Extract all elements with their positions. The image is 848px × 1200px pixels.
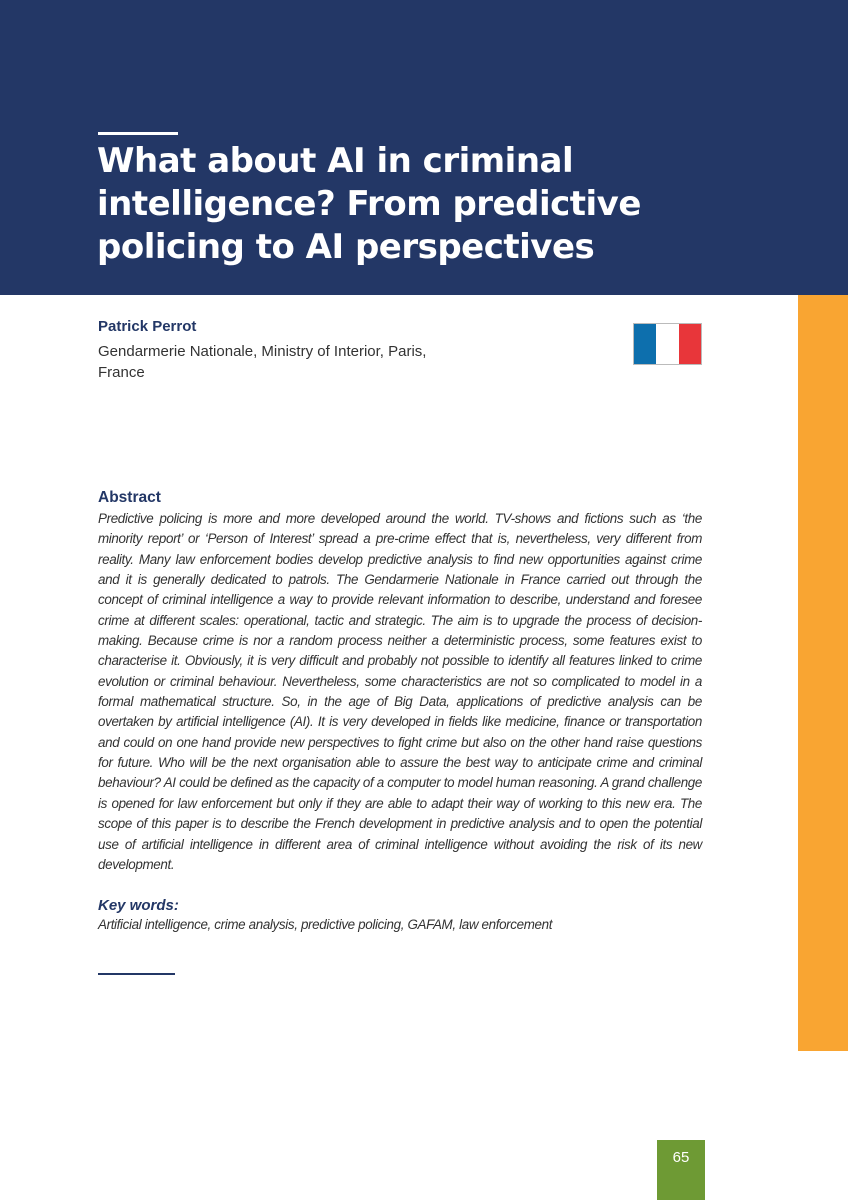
- page-number: 65: [657, 1140, 705, 1200]
- page-title: What about AI in criminal intelligence? From predictive policing to AI perspectives: [97, 141, 641, 267]
- france-flag-icon: [633, 323, 702, 365]
- flag-stripe-white: [656, 324, 678, 364]
- title-banner: [0, 0, 848, 295]
- keywords-text: Artificial intelligence, crime analysis, predictive policing, GAFAM, law enforcement: [98, 917, 553, 932]
- flag-stripe-red: [679, 324, 701, 364]
- author-name: Patrick Perrot: [98, 318, 197, 335]
- keywords-heading: Key words:: [98, 897, 179, 914]
- section-end-rule: [98, 973, 175, 975]
- flag-stripe-blue: [634, 324, 656, 364]
- title-rule: [98, 132, 178, 135]
- side-accent-bar: [798, 295, 848, 1051]
- abstract-heading: Abstract: [98, 489, 161, 506]
- abstract-text: Predictive policing is more and more developed around the world. TV-shows and fictions such as ‘the minority report’ or ‘Person of Interest’ spread a pre-crime effect that is, nevertheless, very different from reality. Many law enforcement bodies develop predictive analysis to find new opportunities against crime and it is generally dedicated to patrols. The Gendarmerie Nationale in France carried out through the concept of criminal intelligence a way to provide relevant information to describe, understand and foresee crime at different scales: operational, tactic and strategic. The aim is to upgrade the process of decision-making. Because crime is nor a random process neither a deterministic process, some features exist to characterise it. Obviously, it is very difficult and probably not possible to identify all features linked to crime evolution or criminal behaviour. Nevertheless, some characteristics are not so complicated to model in a formal mathematical structure. So, in the age of Big Data, applications of predictive analysis can be overtaken by artificial intelligence (AI). It is very developed in fields like medicine, finance or transportation and could on one hand provide new perspectives to fight crime but also on the other hand raise questions for future. Who will be the next organisation able to assure the best way to anticipate crime and criminal behaviour? AI could be defined as the capacity of a computer to model human reasoning. A grand challenge is opened for law enforcement but only if they are able to adapt their way of working to this new era. The scope of this paper is to describe the French development in predictive analysis and to open the potential use of artificial intelligence in different area of criminal intelligence without avoiding the risk of its new development.: [98, 511, 702, 872]
- author-affiliation: Gendarmerie Nationale, Ministry of Interior, Paris, France: [98, 343, 427, 381]
